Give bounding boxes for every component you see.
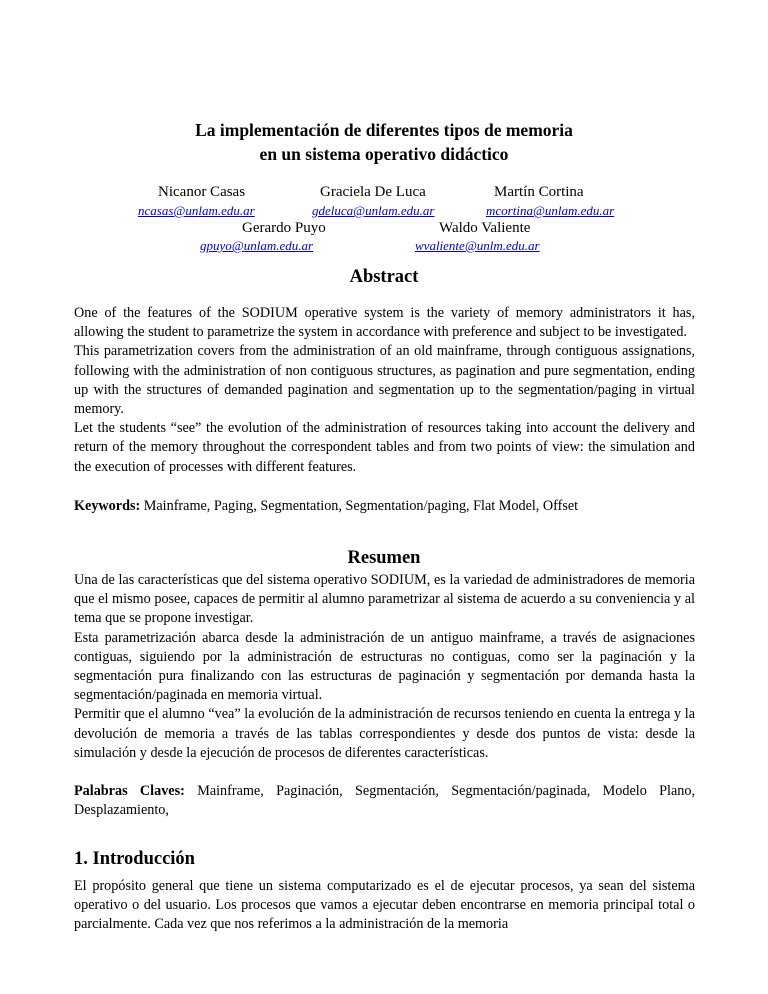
abstract-paragraph: One of the features of the SODIUM operative system is the variety of memory administrators it has, allowing the student to parametrize the system in accordance with preference and subject to be investigated. bbox=[74, 305, 695, 341]
author-email-cortina[interactable]: mcortina@unlam.edu.ar bbox=[486, 203, 615, 218]
resumen-body bbox=[74, 571, 695, 763]
keywords-list: Mainframe, Paging, Segmentation, Segmentation/paging, Flat Model, Offset bbox=[143, 498, 579, 514]
abstract-paragraph: This parametrization covers from the administration of an old mainframe, through contiguous assignations, following with the administration of non contiguous structures, as pagination and pure segmentation, ending up with the structures of demanded pagination and segmentation up to the segmentation/paging in virtual memory. bbox=[74, 343, 695, 418]
resumen-paragraph: Esta parametrización abarca desde la administración de un antiguo mainframe, a través de asignaciones contiguas, siguiendo por la administración de estructuras no contiguas, como ser la paginación y la segmentación pura finalizando con las estructuras de paginación y segmentación por demanda hasta la segmentación/paginada en memoria virtual. bbox=[74, 629, 695, 704]
author-name-puyo: Gerardo Puyo bbox=[242, 220, 326, 236]
intro-paragraph: El propósito general que tiene un sistema computarizado es el de ejecutar procesos, ya sean del sistema operativo o del usuario. Los procesos que vamos a ejecutar deben encontrarse en memoria principal total o parcialmente. Cada vez que nos referimos a la administración de la memoria bbox=[74, 878, 695, 933]
abstract-body bbox=[74, 304, 695, 477]
resumen-keywords bbox=[74, 782, 695, 820]
abstract-paragraph: Let the students “see” the evolution of the administration of resources taking into account the delivery and return of the memory throughout the correspondent tables and from two points of view: the simulation and the execution of processes with different features. bbox=[74, 420, 695, 475]
author-name-deluca: Graciela De Luca bbox=[320, 184, 426, 200]
author-name-cortina: Martín Cortina bbox=[494, 184, 584, 200]
resumen-paragraph: Una de las características que del sistema operativo SODIUM, es la variedad de administradores de memoria que el mismo posee, capaces de permitir al alumno parametrizar al sistema de acuerdo a su conveniencia y al tema que se propone investigar. bbox=[74, 572, 695, 627]
palabras-claves-list: Mainframe, Paginación, Segmentación, Segmentación/paginada, Modelo Plano, Desplazamiento, bbox=[74, 783, 696, 819]
paper-title-line-2: en un sistema operativo didáctico bbox=[259, 144, 509, 164]
abstract-keywords bbox=[74, 497, 695, 516]
resumen-heading: Resumen bbox=[347, 548, 421, 568]
author-email-puyo[interactable]: gpuyo@unlam.edu.ar bbox=[200, 238, 314, 253]
resumen-paragraph: Permitir que el alumno “vea” la evolución de la administración de recursos teniendo en cuenta la entrega y la devolución de memoria a través de las tablas correspondientes y desde dos puntos de vista: desde la simulación y desde la ejecución de procesos de diferentes características. bbox=[74, 706, 695, 761]
author-email-casas[interactable]: ncasas@unlam.edu.ar bbox=[138, 203, 255, 218]
intro-heading: 1. Introducción bbox=[74, 849, 195, 869]
abstract-heading: Abstract bbox=[349, 267, 419, 287]
author-email-deluca[interactable]: gdeluca@unlam.edu.ar bbox=[312, 203, 435, 218]
keywords-label: Keywords: bbox=[74, 498, 141, 514]
intro-body bbox=[74, 877, 695, 935]
author-email-valiente[interactable]: wvaliente@unlm.edu.ar bbox=[415, 238, 540, 253]
author-name-casas: Nicanor Casas bbox=[158, 184, 246, 200]
author-name-valiente: Waldo Valiente bbox=[439, 220, 531, 236]
palabras-claves-label: Palabras Claves: bbox=[74, 783, 185, 799]
paper-title-line-1: La implementación de diferentes tipos de memoria bbox=[195, 120, 573, 140]
